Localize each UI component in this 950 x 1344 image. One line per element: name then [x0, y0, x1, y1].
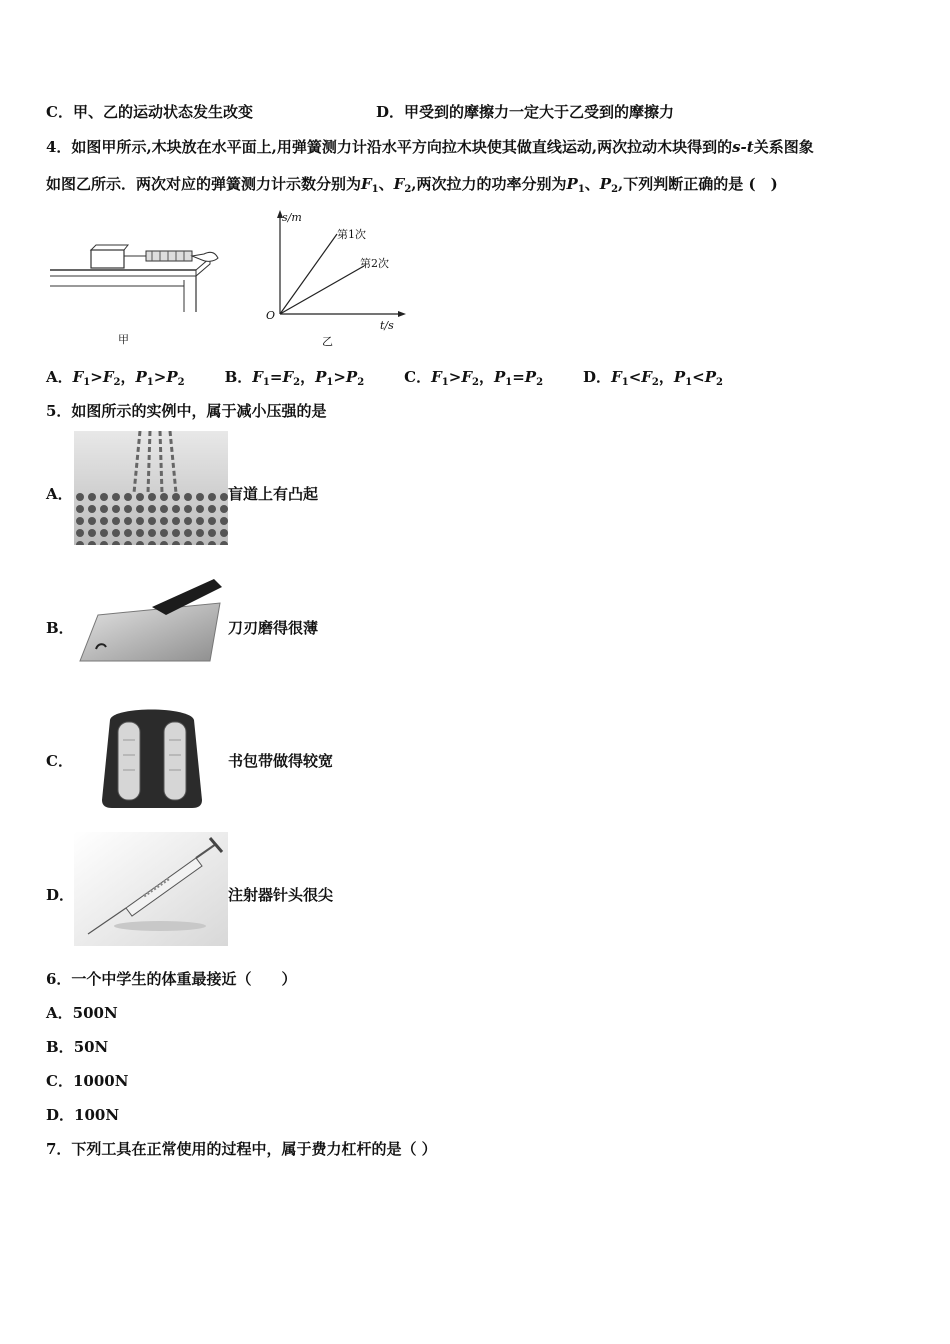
backpack-image	[74, 700, 228, 812]
q5-option-a-letter: A．	[46, 485, 73, 503]
q4-option-c-letter: C．	[404, 368, 432, 386]
q6-option-a-letter: A．	[46, 1004, 73, 1022]
q6-option-b-text: 50N	[73, 1038, 109, 1056]
figure-jia-block-table	[46, 214, 246, 350]
graph-line-first	[280, 234, 337, 314]
tactile-paving-image	[74, 431, 228, 545]
q6-option-a	[46, 1003, 118, 1023]
q5-option-c-text: 书包带做得较宽	[228, 752, 334, 770]
q4-stem2-mid: 两次拉力的功率分别为	[416, 175, 567, 193]
q4-stem-text: 4．如图甲所示,木块放在水平面上,用弹簧测力计沿水平方向拉木块使其做直线运动,两次拉动木块得到的	[46, 138, 733, 156]
q4-option-d-prel: <	[692, 368, 705, 386]
q6-option-b	[46, 1037, 108, 1057]
graph-x-arrow	[398, 311, 406, 317]
q4-options	[46, 367, 763, 393]
graph-origin	[266, 306, 275, 326]
q4-option-b: B．$F_1=F_2$，$P_1>P_2$	[224, 368, 365, 388]
q5-option-b-text: 刀刃磨得很薄	[228, 619, 319, 637]
q5-option-c-letter: C．	[46, 752, 73, 770]
syringe-image	[74, 832, 228, 946]
figure-jia-label: 甲	[118, 333, 129, 346]
q4-option-a-frel: >	[90, 368, 103, 386]
q7-stem: 7．下列工具在正常使用的过程中，属于费力杠杆的是（ ）	[46, 1140, 437, 1158]
q4-option-b-letter: B．	[224, 368, 253, 386]
graph-xlabel	[380, 316, 394, 336]
q4-option-d-frel: <	[628, 368, 642, 386]
cleaver-knife-image	[74, 573, 228, 675]
q6-option-a-text: 500N	[72, 1004, 118, 1022]
q5-option-d-text: 注射器针头很尖	[228, 886, 334, 904]
q4-option-c-frel: >	[448, 368, 462, 386]
q4-st-var: s-t	[732, 138, 754, 156]
graph-ylabel-text: s/m	[282, 211, 302, 224]
q4-stem2-end: ,下列判断正确的是 ( )	[618, 175, 778, 193]
graph-xlabel-text: t/s	[380, 319, 394, 332]
graph-line-second	[280, 266, 364, 314]
q6-option-c-letter: C．	[46, 1072, 73, 1090]
q4-option-b-prel: >	[333, 368, 346, 386]
figure-yi-label: 乙	[322, 335, 333, 348]
q3-option-c: C．甲、乙的运动状态发生改变	[46, 103, 253, 121]
q4-stem-line1	[46, 137, 814, 157]
q4-option-c: C．$F_1>F_2$，$P_1=P_2$	[404, 368, 544, 388]
q4-option-a: A．$F_1>F_2$，$P_1>P_2$	[46, 368, 185, 388]
q6-option-d-letter: D．	[46, 1106, 75, 1124]
graph-origin-text: O	[266, 309, 276, 322]
q5-option-a-text: 盲道上有凸起	[228, 485, 319, 503]
q6-stem: 6．一个中学生的体重最接近（ ）	[46, 970, 297, 988]
q4-stem2-text: 如图乙所示．两次对应的弹簧测力计示数分别为	[46, 175, 362, 193]
q5-option-d-letter: D．	[46, 886, 75, 904]
q4-option-a-letter: A．	[46, 368, 73, 386]
q5-stem: 5．如图所示的实例中，属于减小压强的是	[46, 402, 327, 420]
q6-option-c-text: 1000N	[72, 1072, 129, 1090]
q4-option-c-prel: =	[512, 368, 525, 386]
q6-option-b-letter: B．	[46, 1038, 74, 1056]
graph-line2-label: 第2次	[360, 257, 389, 270]
graph-line1-label: 第1次	[337, 228, 366, 241]
q4-option-a-prel: >	[153, 368, 167, 386]
graph-ylabel	[282, 208, 302, 228]
q4-option-d: D．$F_1<F_2$，$P_1<P_2$	[583, 368, 723, 388]
q6-option-c	[46, 1071, 128, 1091]
q4-option-d-letter: D．	[583, 368, 612, 386]
q4-stem-line2: 如图乙所示．两次对应的弹簧测力计示数分别为$F_1$、$F_2$,两次拉力的功率分别为$P_1$、$P_2$,下列判断正确的是 ( )	[46, 175, 778, 195]
q6-option-d-text: 100N	[74, 1106, 120, 1124]
q6-option-d	[46, 1105, 119, 1125]
q4-option-b-frel: =	[269, 368, 283, 386]
q3-option-d: D．甲受到的摩擦力一定大于乙受到的摩擦力	[376, 103, 675, 121]
q4-stem-text-end: 关系图象	[753, 138, 814, 156]
q5-option-b-letter: B．	[46, 619, 74, 637]
